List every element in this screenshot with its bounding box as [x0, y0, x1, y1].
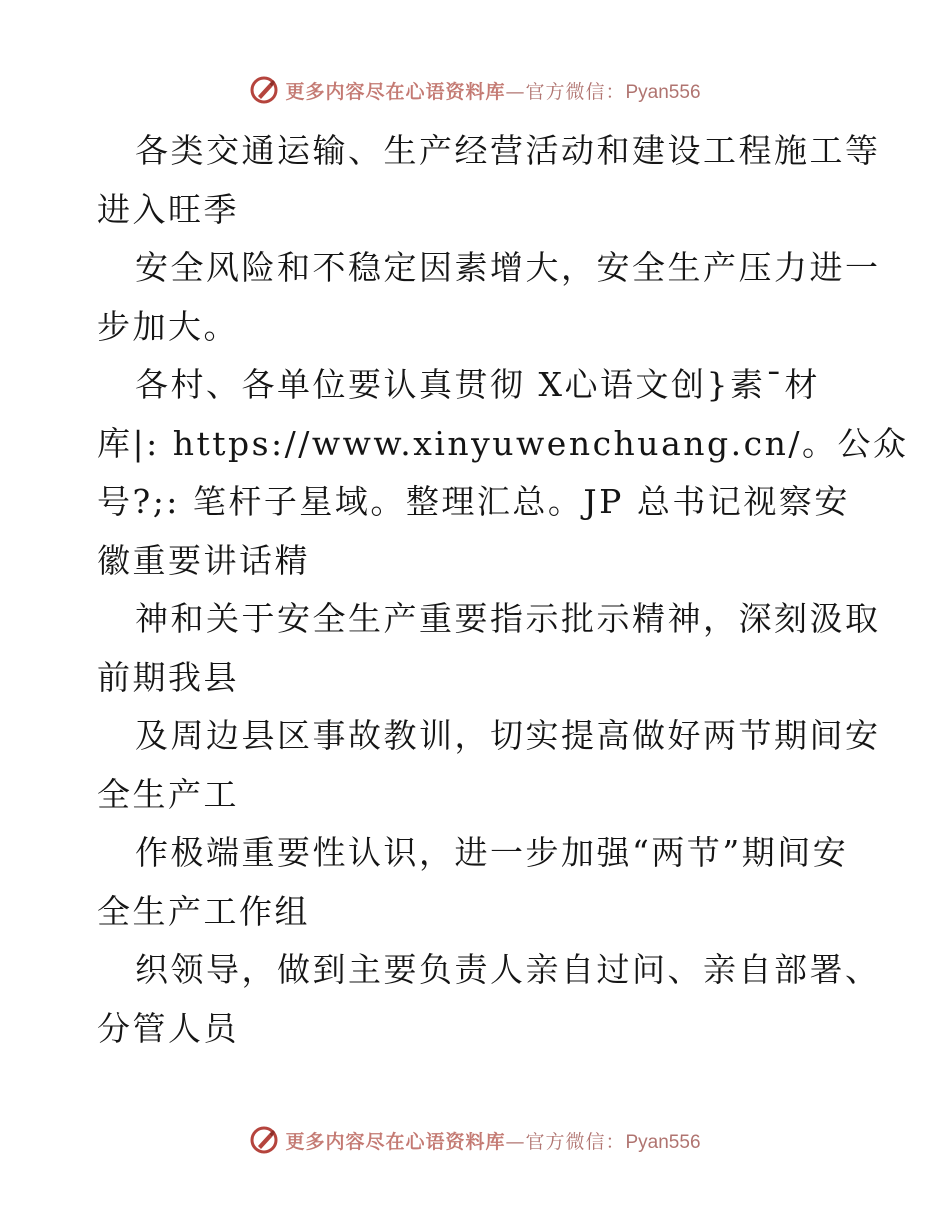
text-line: 织领导，做到主要负责人亲自过问、亲自部署、: [135, 950, 881, 989]
text-line: 徽重要讲话精: [97, 540, 310, 580]
pen-circle-logo-icon: [249, 1125, 279, 1155]
pen-circle-logo-icon: [249, 75, 279, 105]
footer-banner: [0, 1120, 950, 1160]
text-line: 进入旺季: [97, 189, 239, 229]
footer-banner-wechat-label: —官方微信：: [505, 1130, 626, 1153]
text-line: 前期我县: [97, 657, 239, 697]
text-line: 号?;: 笔杆子星域。整理汇总。JP 总书记视察安: [97, 482, 850, 521]
document-body: [97, 122, 909, 1058]
text-line: 安全风险和不稳定因素增大，安全生产压力进一: [135, 248, 881, 287]
text-line: 各类交通运输、生产经营活动和建设工程施工等: [135, 131, 881, 170]
text-line: 全生产工: [97, 774, 239, 814]
header-banner-title: 更多内容尽在心语资料库: [285, 80, 506, 103]
text-line: 全生产工作组: [97, 891, 310, 931]
text-line: 及周边县区事故教训，切实提高做好两节期间安: [135, 716, 881, 755]
header-banner-wechat-id: Pyan556: [625, 81, 701, 103]
text-line: 步加大。: [97, 306, 239, 346]
text-line: 作极端重要性认识，进一步加强“两节”期间安: [135, 833, 849, 872]
text-line: 库|: https://www.xinyuwenchuang.cn/。公众: [97, 423, 909, 463]
footer-banner-text: [285, 1127, 700, 1154]
footer-banner-title: 更多内容尽在心语资料库: [285, 1130, 506, 1153]
header-banner: [0, 70, 950, 110]
footer-banner-wechat-id: Pyan556: [625, 1131, 701, 1153]
text-line: 神和关于安全生产重要指示批示精神，深刻汲取: [135, 599, 881, 638]
header-banner-text: [285, 77, 700, 104]
text-line: 各村、各单位要认真贯彻 X心语文创}素¯材: [135, 365, 820, 404]
text-line: 分管人员: [97, 1008, 239, 1048]
header-banner-wechat-label: —官方微信：: [505, 80, 626, 103]
